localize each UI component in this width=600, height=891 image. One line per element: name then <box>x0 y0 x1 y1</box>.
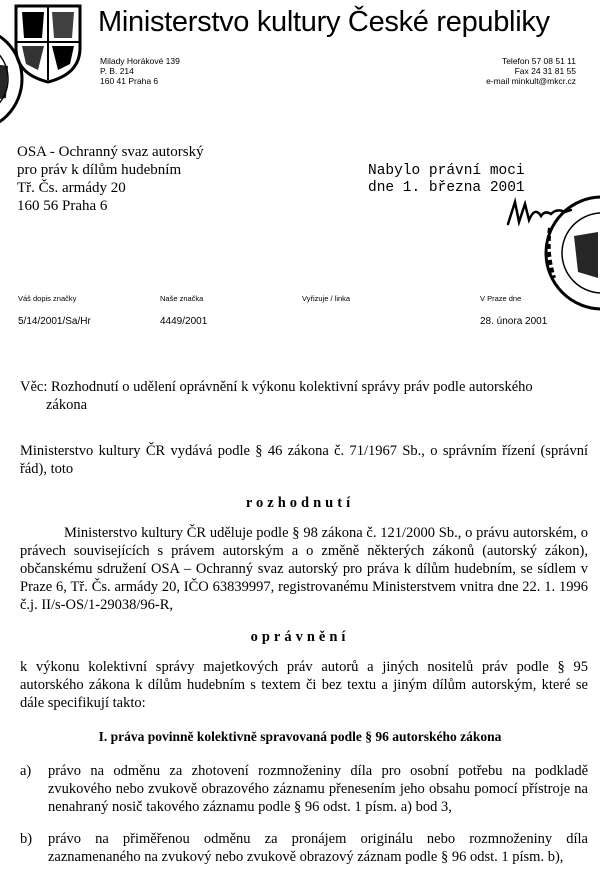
round-seal-left-icon <box>0 24 26 134</box>
address-line: Milady Horákové 139 <box>100 56 180 66</box>
authorization-paragraph: k výkonu kolektivní správy majetkových práv autorů a jiných nositelů práv podle § 95 autorského zákona k dílům hudebním s textem či bez textu a jiným dílům autorským, které se dále specifikují takto: <box>20 659 588 711</box>
list-item-text: právo na přiměřenou odměnu za pronájem originálu nebo rozmnoženiny díla zaznamenaného na zvukový nebo zvukově obrazový záznam podle § 96 odst. 1 písm. b), <box>48 831 588 865</box>
ministry-title: Ministerstvo kultury České republiky <box>98 6 550 38</box>
list-item <box>20 830 590 866</box>
recipient-line: OSA - Ochranný svaz autorský <box>17 144 204 160</box>
subject-label: Věc: <box>20 379 48 395</box>
subject-text-continued: zákona <box>46 397 88 413</box>
ministry-address <box>100 56 180 86</box>
recipient-line: pro práv k dílům hudebním <box>17 162 182 178</box>
your-ref-value: 5/14/2001/Sa/Hr <box>18 316 91 327</box>
authorization-heading: oprávnění <box>250 629 350 645</box>
section-heading: I. práva povinně kolektivně spravovaná podle § 96 autorského zákona <box>98 729 502 744</box>
decision-heading: rozhodnutí <box>245 495 355 511</box>
ministry-contacts <box>486 56 576 86</box>
list-item <box>20 762 590 816</box>
legal-effect-stamp <box>368 163 525 197</box>
list-item-letter: a) <box>20 763 32 779</box>
our-ref-value: 4449/2001 <box>160 316 208 327</box>
subject-text: Rozhodnutí o udělení oprávnění k výkonu kolektivní správy práv podle autorského <box>51 379 533 395</box>
contact-line: e-mail minkult@mkcr.cz <box>486 76 576 86</box>
round-seal-right-icon <box>540 188 600 318</box>
recipient-line: 160 56 Praha 6 <box>17 198 108 214</box>
address-line: P. B. 214 <box>100 66 134 76</box>
list-item-letter: b) <box>20 831 33 847</box>
date-value: 28. února 2001 <box>480 316 548 327</box>
our-ref-label: Naše značka <box>160 294 204 303</box>
subject <box>20 378 590 414</box>
intro-paragraph: Ministerstvo kultury ČR vydává podle § 46 zákona č. 71/1967 Sb., o správním řízení (správní řád), toto <box>20 443 588 477</box>
address-line: 160 41 Praha 6 <box>100 76 159 86</box>
stamp-line: dne 1. března 2001 <box>368 180 525 196</box>
date-label: V Praze dne <box>480 294 522 303</box>
contact-line: Fax 24 31 81 55 <box>514 66 576 76</box>
recipient-line: Tř. Čs. armády 20 <box>17 180 126 196</box>
decision-paragraph: Ministerstvo kultury ČR uděluje podle § 98 zákona č. 121/2000 Sb., o právu autorském, o právech souvisejících s právem autorským a o změně některých zákonů (autorský zákon), občanskému sdružení OSA – Ochranný svaz autorský pro práva k dílům hudebním, se sídlem v Praze 6, Tř. Čs. armády 20, IČO 63839997, registrovanému Ministerstvem vnitra dne 22. 1. 1996 č.j. II/s-OS/1-29038/96-R, <box>20 525 588 613</box>
recipient-address <box>17 143 204 215</box>
your-ref-label: Váš dopis značky <box>18 294 77 303</box>
handled-by-label: Vyřizuje / linka <box>302 294 351 303</box>
list-item-text: právo na odměnu za zhotovení rozmnoženiny díla pro osobní potřebu na podkladě zvukového nebo zvukově obrazového záznamu přenesením jeho obsahu pomocí přístroje na nenahraný nosič takového záznamu podle § 96 odst. 1 písm. a) bod 3, <box>48 763 588 815</box>
contact-line: Telefon 57 08 51 11 <box>501 56 576 66</box>
stamp-line: Nabylo právní moci <box>368 163 525 179</box>
